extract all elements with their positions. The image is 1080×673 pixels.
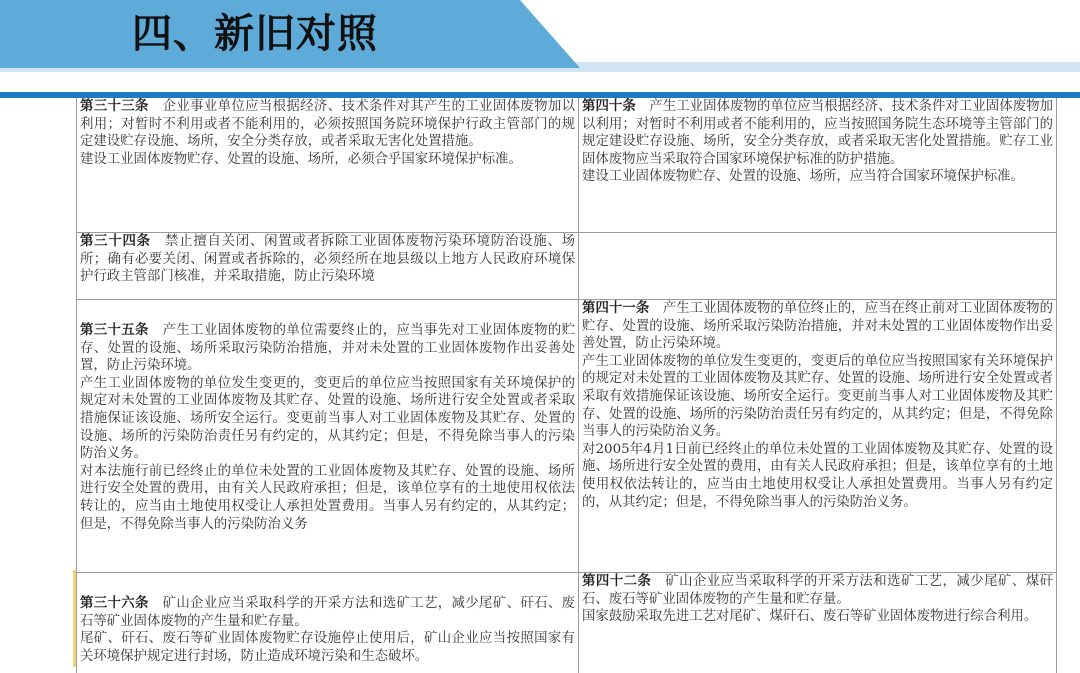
paragraph — [80, 463, 575, 533]
old-law-cell — [77, 98, 579, 232]
article-text: 产生工业固体废物的单位发生变更的，变更后的单位应当按照国家有关环境保护的规定对未处置的工业固体废物及其贮存、处置的设施、场所进行安全处置或者采取有效措施保证该设施、场所安全运行。变更前当事人对工业固体废物及其贮存、处置的设施、场所的污染防治责任另有约定的，从其约定；但是，不得免除当事人的污染防治义务。 — [582, 353, 1053, 440]
article-number: 第三十五条 — [80, 322, 149, 338]
paragraph — [582, 573, 1053, 608]
article-text: 产生工业固体废物的单位需要终止的，应当事先对工业固体废物的贮存、处置的设施、场所采取污染防治措施，并对未处置的工业固体废物作出妥善处置，防止污染环境。 — [80, 323, 576, 374]
slide-header — [0, 0, 1080, 92]
new-law-cell — [579, 573, 1057, 673]
paragraph — [582, 300, 1053, 353]
article-text: 产生工业固体废物的单位终止的，应当在终止前对工业固体废物的贮存、处置的设施、场所采取污染防治措施，并对未处置的工业固体废物作出妥善处置，防止污染环境。 — [582, 301, 1053, 352]
article-text: 禁止擅自关闭、闲置或者拆除工业固体废物污染环境防治设施、场所；确有必要关闭、闲置或者拆除的，必须经所在地县级以上地方人民政府环境保护行政主管部门核准，并采取措施，防止污染环境 — [80, 234, 576, 285]
paragraph — [582, 353, 1053, 441]
article-text: 企业事业单位应当根据经济、技术条件对其产生的工业固体废物加以利用；对暂时不利用或者不能利用的，必须按照国务院环境保护行政主管部门的规定建设贮存设施、场所，安全分类存放，或者采取无害化处置措施。 — [80, 99, 576, 150]
article-text: 对2005年4月1日前已经终止的单位未处置的工业固体废物及其贮存、处置的设施、场所进行安全处置的费用，由有关人民政府承担；但是，该单位享有的土地使用权依法转让的，应当由土地使用权受让人承担处置费用。当事人另有约定的，从其约定；但是，不得免除当事人的污染防治义务。 — [582, 441, 1053, 510]
old-law-cell — [77, 573, 579, 673]
paragraph — [80, 98, 575, 151]
paragraph — [582, 168, 1053, 186]
article-number: 第四十二条 — [582, 573, 652, 589]
table-row — [77, 300, 1057, 573]
article-text: 矿山企业应当采取科学的开采方法和选矿工艺，减少尾矿、煤矸石、废石等矿业固体废物的产生量和贮存量。 — [582, 574, 1054, 607]
article-text: 矿山企业应当采取科学的开采方法和选矿工艺，减少尾矿、矸石、废石等矿业固体废物的产生量和贮存量。 — [80, 596, 576, 629]
new-law-cell — [579, 98, 1057, 232]
paragraph — [80, 375, 575, 463]
article-text: 产生工业固体废物的单位发生变更的，变更后的单位应当按照国家有关环境保护的规定对未处置的工业固体废物及其贮存、处置的设施、场所进行安全处置或者采取措施保证该设施、场所安全运行。变更前当事人对工业固体废物及其贮存、处置的设施、场所的污染防治责任另有约定的，从其约定；但是，不得免除当事人的污染防治义务。 — [80, 375, 575, 462]
paragraph — [80, 151, 575, 169]
table-row — [77, 573, 1057, 673]
article-text: 尾矿、矸石、废石等矿业固体废物贮存设施停止使用后，矿山企业应当按照国家有关环境保护规定进行封场，防止造成环境污染和生态破坏。 — [80, 631, 575, 664]
paragraph — [582, 608, 1053, 626]
article-number: 第四十一条 — [582, 300, 650, 316]
article-text: 对本法施行前已经终止的单位未处置的工业固体废物及其贮存、处置的设施、场所进行安全处置的费用，由有关人民政府承担；但是，该单位享有的土地使用权依法转让的，应当由土地使用权受让人承担处置费用。当事人另有约定的，从其约定；但是，不得免除当事人的污染防治义务 — [80, 463, 575, 532]
article-text: 产生工业固体废物的单位应当根据经济、技术条件对工业固体废物加以利用；对暂时不利用或者不能利用的，应当按照国务院生态环境等主管部门的规定建设贮存设施、场所，安全分类存放，或者采取无害化处置措施。贮存工业固体废物应当采取符合国家环境保护标准的防护措施。 — [582, 99, 1054, 167]
article-text: 建设工业固体废物贮存、处置的设施、场所，应当符合国家环境保护标准。 — [582, 169, 1024, 185]
paragraph — [80, 322, 575, 375]
article-text: 国家鼓励采取先进工艺对尾矿、煤矸石、废石等矿业固体废物进行综合利用。 — [582, 609, 1038, 625]
article-number: 第四十条 — [582, 98, 636, 114]
new-law-cell — [579, 300, 1057, 572]
table-row — [77, 233, 1057, 300]
paragraph — [582, 98, 1053, 168]
new-law-cell-empty — [579, 233, 1057, 299]
paragraph — [80, 233, 575, 286]
old-law-cell — [77, 233, 579, 299]
article-number: 第三十四条 — [80, 233, 151, 249]
paragraph — [80, 595, 575, 630]
article-number: 第三十六条 — [80, 595, 149, 611]
comparison-table — [76, 98, 1057, 673]
article-text: 建设工业固体废物贮存、处置的设施、场所，必须合乎国家环境保护标准。 — [80, 151, 522, 167]
old-law-cell — [77, 300, 579, 572]
table-row — [77, 98, 1057, 233]
slide-title: 四、新旧对照 — [132, 11, 378, 57]
paragraph — [582, 441, 1053, 511]
article-number: 第三十三条 — [80, 98, 149, 114]
paragraph — [80, 630, 575, 665]
